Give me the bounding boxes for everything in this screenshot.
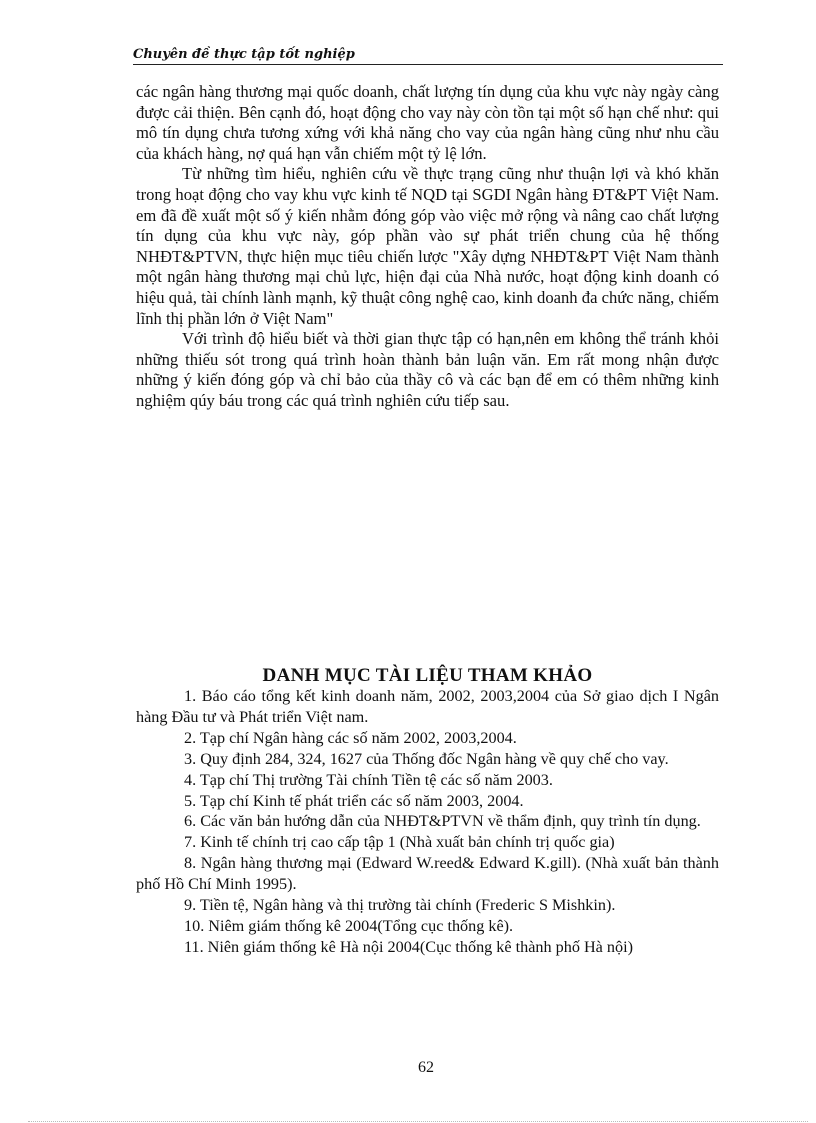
reference-item: 4. Tạp chí Thị trường Tài chính Tiền tệ các số năm 2003. — [184, 770, 553, 789]
reference-item: 1. Báo cáo tổng kết kinh doanh năm, 2002, 2003,2004 của Sở giao dịch I Ngân hàng Đầu tư và Phát triển Việt nam. — [136, 687, 719, 726]
references-list — [136, 686, 719, 958]
reference-item: 7. Kinh tế chính trị cao cấp tập 1 (Nhà xuất bản chính trị quốc gia) — [184, 833, 615, 852]
references-title: DANH MỤC TÀI LIỆU THAM KHẢO — [262, 665, 593, 686]
header-divider — [133, 64, 723, 65]
reference-item: 2. Tạp chí Ngân hàng các số năm 2002, 2003,2004. — [184, 728, 517, 747]
reference-item: 3. Quy định 284, 324, 1627 của Thống đốc Ngân hàng về quy chế cho vay. — [184, 749, 669, 768]
reference-item: 10. Niêm giám thống kê 2004(Tổng cục thống kê). — [184, 916, 514, 935]
body-text — [136, 82, 719, 412]
reference-item: 8. Ngân hàng thương mại (Edward W.reed& Edward K.gill). (Nhà xuất bản thành phố Hồ Chí Minh 1995). — [136, 854, 719, 894]
page-number: 62 — [418, 1059, 434, 1076]
reference-item: 11. Niên giám thống kê Hà nội 2004(Cục thống kê thành phố Hà nội) — [184, 937, 633, 956]
paragraph-findings: Từ những tìm hiểu, nghiên cứu về thực trạng cũng như thuận lợi và khó khăn trong hoạt động cho vay khu vực kinh tế NQD tại SGDI Ngân hàng ĐT&PT Việt Nam. em đã đề xuất một số ý kiến nhằm đóng góp vào việc mở rộng và nâng cao chất lượng tín dụng của khu vực này, góp phần vào sự phát triển chung của hệ thống NHĐT&PTVN, thực hiện mục tiêu chiến lược "Xây dựng NHĐT&PT Việt Nam thành một ngân hàng thương mại chủ lực, hiện đại của Nhà nước, hoạt động kinh doanh có hiệu quả, tài chính lành mạnh, kỹ thuật công nghệ cao, kinh doanh đa chức năng, chiếm lĩnh thị phần lớn ở Việt Nam" — [136, 164, 719, 328]
reference-item: 9. Tiền tệ, Ngân hàng và thị trường tài chính (Frederic S Mishkin). — [184, 896, 616, 915]
footer-divider — [28, 1121, 808, 1122]
reference-item: 5. Tạp chí Kinh tế phát triển các số năm 2003, 2004. — [184, 791, 524, 810]
paragraph-continuation: các ngân hàng thương mại quốc doanh, chất lượng tín dụng của khu vực này ngày càng được cải thiện. Bên cạnh đó, hoạt động cho vay này còn tồn tại một số hạn chế như: qui mô tín dụng chưa tương xứng với khả năng cho vay của ngân hàng cũng như nhu cầu của khách hàng, nợ quá hạn vẫn chiếm một tỷ lệ lớn. — [136, 82, 719, 163]
paragraph-acknowledgement: Với trình độ hiểu biết và thời gian thực tập có hạn,nên em không thể tránh khỏi những thiếu sót trong quá trình hoàn thành bản luận văn. Em rất mong nhận được những ý kiến đóng góp và chỉ bảo của thầy cô và các bạn để em có thêm những kinh nghiệm qúy báu trong các quá trình nghiên cứu tiếp sau. — [136, 329, 719, 410]
reference-item: 6. Các văn bản hướng dẫn của NHĐT&PTVN về thẩm định, quy trình tín dụng. — [184, 812, 701, 831]
running-header: Chuyên đề thực tập tốt nghiệp — [133, 47, 355, 62]
